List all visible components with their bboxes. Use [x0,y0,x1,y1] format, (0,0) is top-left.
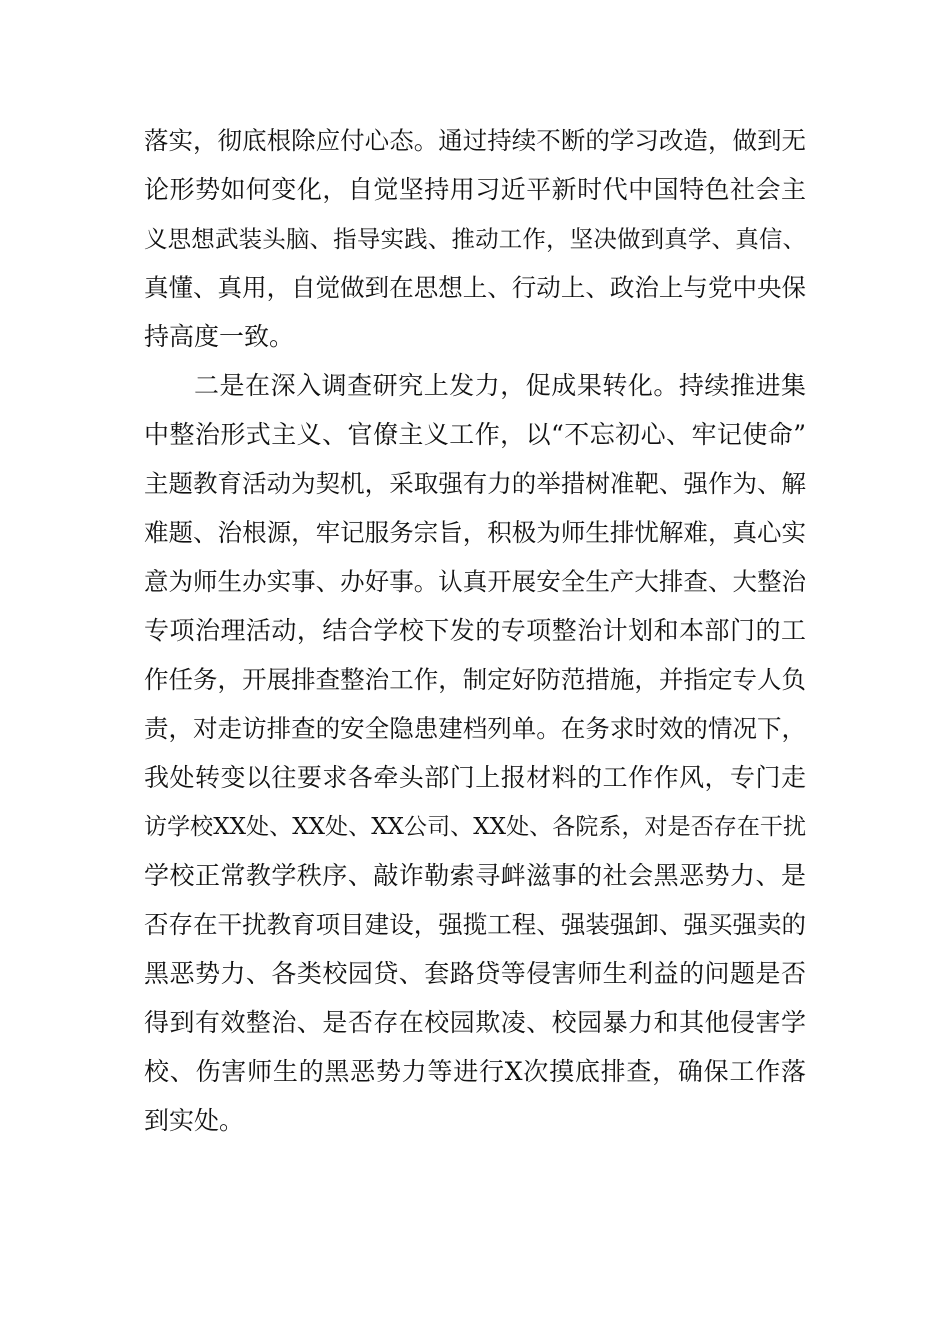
paragraph-2-line-1: 二是在深入调查研究上发力，促成果转化。持续推进集 [194,371,806,400]
paragraph-2-line-4: 难题、治根源，牢记服务宗旨，积极为师生排忧解难，真心实 [144,518,806,547]
paragraph-2-line-10: 访学校XX处、XX处、XX公司、XX处、各院系，对是否存在干扰 [144,814,806,840]
paragraph-2-line-12: 否存在干扰教育项目建设，强揽工程、强装强卸、强买强卖的 [144,910,806,939]
paragraph-2-line-15: 校、伤害师生的黑恶势力等进行X次摸底排查，确保工作落 [144,1057,806,1086]
paragraph-1-line-3: 义思想武装头脑、指导实践、推动工作，坚决做到真学、真信、 [144,225,806,253]
paragraph-2-line-7: 作任务，开展排查整治工作，制定好防范措施，并指定专人负 [144,665,806,694]
paragraph-1-line-5: 持高度一致。 [144,322,295,351]
paragraph-1-line-2: 论形势如何变化，自觉坚持用习近平新时代中国特色社会主 [144,175,806,204]
paragraph-1-line-4: 真懂、真用，自觉做到在思想上、行动上、政治上与党中央保 [144,273,806,302]
paragraph-2-line-5: 意为师生办实事、办好事。认真开展安全生产大排查、大整治 [144,567,806,596]
paragraph-2-line-11: 学校正常教学秩序、敲诈勒索寻衅滋事的社会黑恶势力、是 [144,861,806,890]
paragraph-2-line-16: 到实处。 [144,1106,245,1135]
paragraph-2-line-13: 黑恶势力、各类校园贷、套路贷等侵害师生利益的问题是否 [144,959,806,988]
paragraph-2-line-9: 我处转变以往要求各牵头部门上报材料的工作作风，专门走 [144,763,806,792]
paragraph-2-line-8: 责，对走访排查的安全隐患建档列单。在务求时效的情况下， [144,714,806,743]
paragraph-1-line-1: 落实，彻底根除应付心态。通过持续不断的学习改造，做到无 [144,126,806,155]
paragraph-2-line-14: 得到有效整治、是否存在校园欺凌、校园暴力和其他侵害学 [144,1008,806,1037]
paragraph-2-line-2: 中整治形式主义、官僚主义工作，以“不忘初心、牢记使命” [144,420,806,449]
paragraph-2-line-6: 专项治理活动，结合学校下发的专项整治计划和本部门的工 [144,616,806,645]
paragraph-2-line-3: 主题教育活动为契机，采取强有力的举措树准靶、强作为、解 [144,469,806,498]
